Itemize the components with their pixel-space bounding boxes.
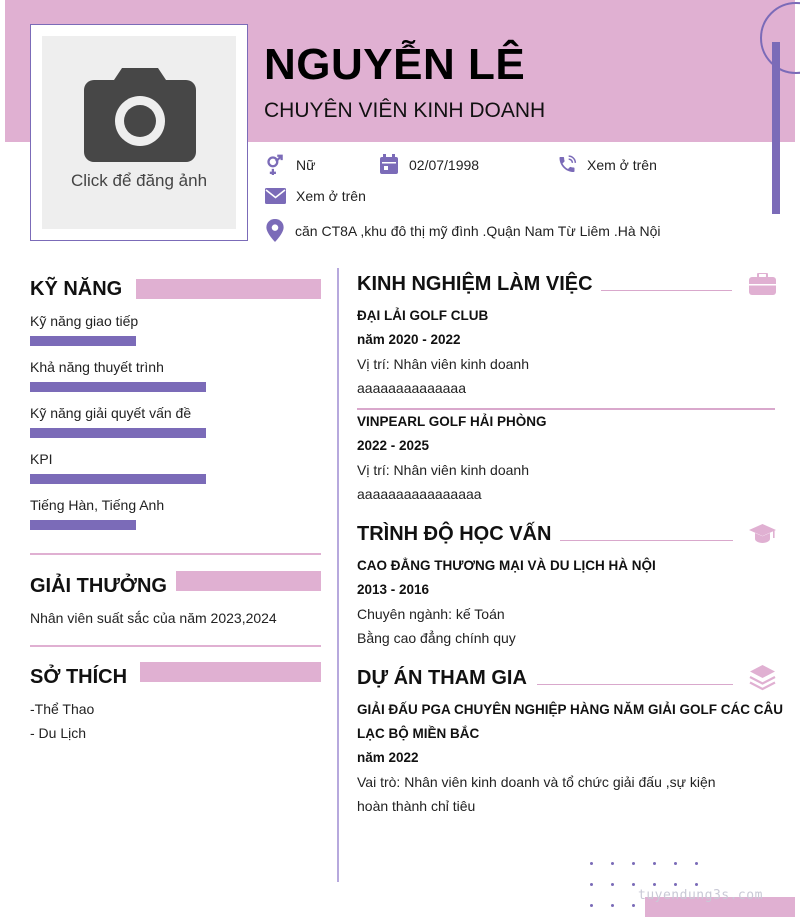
education-period: 2013 - 2016 [357,582,430,597]
decorative-dot [611,883,614,886]
skill-level-bar [30,336,136,346]
briefcase-icon [749,273,776,295]
watermark: tuyendung3s.com [638,888,763,903]
decorative-dot [674,862,677,865]
experience-description: aaaaaaaaaaaaaaaa [357,486,482,502]
experience-company: VINPEARL GOLF HẢI PHÒNG [357,414,547,429]
decorative-dot [611,904,614,907]
skills-heading-bar [136,279,321,299]
hobbies-heading-bar [140,662,321,682]
skills-heading: KỸ NĂNG [30,278,123,300]
education-heading-line [560,540,733,541]
awards-heading: GIẢI THƯỞNG [30,575,167,597]
decorative-dot [695,862,698,865]
column-divider [337,268,339,882]
section-divider [30,553,321,555]
gender-value: Nữ [296,156,316,173]
award-item: Nhân viên suất sắc của năm 2023,2024 [30,610,277,626]
experience-heading: KINH NGHIỆM LÀM VIỆC [357,273,593,295]
experience-company: ĐẠI LẢI GOLF CLUB [357,308,489,323]
decorative-vertical-bar [772,42,780,214]
experience-period: năm 2020 - 2022 [357,332,461,347]
project-name-line1: GIẢI ĐẤU PGA CHUYÊN NGHIỆP HÀNG NĂM GIẢI GOLF CÁC CÂU [357,702,784,717]
hobby-item: - Du Lịch [30,725,87,741]
skill-label: Khả năng thuyết trình [30,359,164,375]
education-major: Chuyên ngành: kế Toán [357,606,505,622]
decorative-dot [590,904,593,907]
experience-heading-line [601,290,732,291]
decorative-dot [653,862,656,865]
layers-icon [749,664,776,691]
graduation-cap-icon [749,524,776,544]
photo-frame[interactable] [30,24,248,241]
experience-description: aaaaaaaaaaaaaa [357,380,467,396]
skill-level-bar [30,474,206,484]
project-result: hoàn thành chỉ tiêu [357,798,476,814]
job-title: CHUYÊN VIÊN KINH DOANH [264,99,546,122]
phone-value: Xem ở trên [587,156,657,173]
experience-separator [357,408,775,410]
phone-icon [557,154,577,175]
section-divider [30,645,321,647]
education-school: CAO ĐẲNG THƯƠNG MẠI VÀ DU LỊCH HÀ NỘI [357,558,656,573]
experience-period: 2022 - 2025 [357,438,430,453]
gender-icon [265,154,286,175]
skill-label: Kỹ năng giải quyết vấn đề [30,405,192,421]
decorative-dot [632,862,635,865]
experience-position: Vị trí: Nhân viên kinh doanh [357,356,529,372]
email-info [265,187,366,205]
decorative-dot [653,883,656,886]
photo-upload-label[interactable]: Click để đăng ảnh [70,171,208,190]
birthdate-value: 02/07/1998 [409,156,480,173]
project-role: Vai trò: Nhân viên kinh doanh và tổ chức giải đấu ,sự kiện [357,774,716,790]
projects-heading-line [537,684,733,685]
address-value: căn CT8A ,khu đô thị mỹ đình .Quận Nam Từ Liêm .Hà Nội [295,222,661,239]
candidate-name: NGUYỄN LÊ [264,40,526,89]
skill-label: Tiếng Hàn, Tiếng Anh [30,497,165,513]
gender-info [265,154,315,175]
decorative-dot [695,883,698,886]
skill-level-bar [30,382,206,392]
hobbies-heading: SỞ THÍCH [30,666,128,688]
mail-icon [265,187,286,205]
photo-placeholder[interactable] [42,36,236,229]
project-name-line2: LẠC BỘ MIỀN BẮC [357,726,480,741]
location-pin-icon [265,219,285,242]
skill-label: KPI [30,451,53,467]
decorative-dot [632,883,635,886]
hobby-item: -Thể Thao [30,701,95,717]
phone-info [557,154,657,175]
address-info [265,219,661,242]
skill-level-bar [30,428,206,438]
decorative-dot [590,883,593,886]
experience-position: Vị trí: Nhân viên kinh doanh [357,462,529,478]
calendar-icon [379,154,399,175]
decorative-dot [632,904,635,907]
education-degree: Bằng cao đẳng chính quy [357,630,516,646]
decorative-dot [674,883,677,886]
skill-label: Kỹ năng giao tiếp [30,313,139,329]
decorative-dot [611,862,614,865]
birthdate-info [379,154,479,175]
email-value: Xem ở trên [296,188,366,204]
skill-level-bar [30,520,136,530]
decorative-dot [590,862,593,865]
education-heading: TRÌNH ĐỘ HỌC VẤN [357,523,552,545]
awards-heading-bar [176,571,321,591]
project-year: năm 2022 [357,750,419,765]
camera-icon [82,64,198,164]
projects-heading: DỰ ÁN THAM GIA [357,667,527,689]
